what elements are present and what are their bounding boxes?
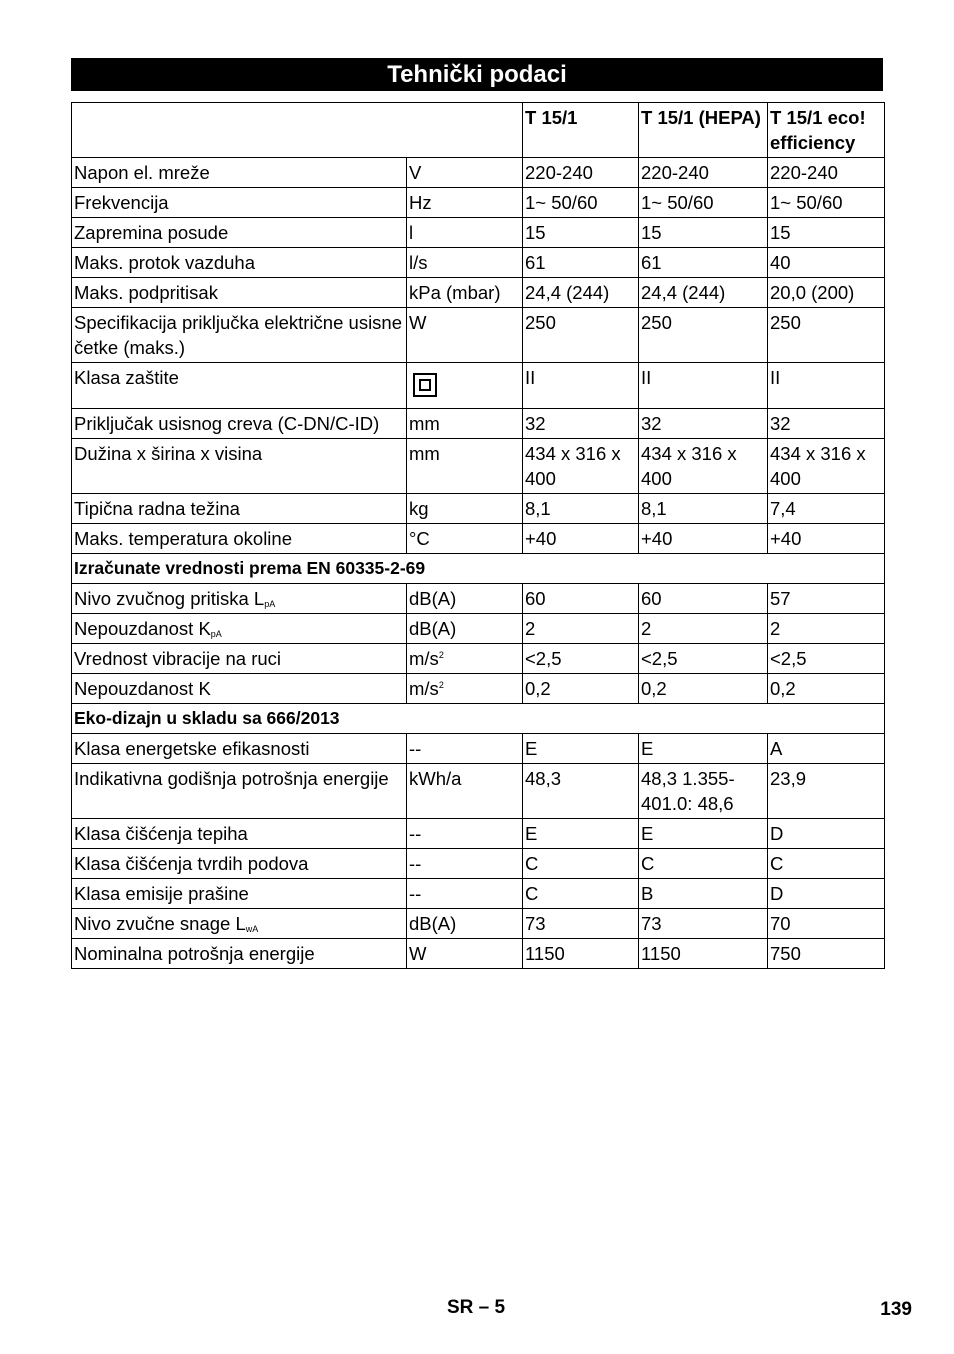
table-row: [72, 644, 885, 674]
row-value: 220-240: [768, 158, 885, 188]
table-row: [72, 819, 885, 849]
row-value: 1~ 50/60: [639, 188, 768, 218]
model-header: T 15/1 eco! efficiency: [768, 103, 885, 158]
row-unit: --: [407, 849, 523, 879]
table-row: [72, 734, 885, 764]
row-label: Frekvencija: [72, 188, 407, 218]
row-unit: kg: [407, 494, 523, 524]
row-value: 220-240: [523, 158, 639, 188]
row-value: 24,4 (244): [523, 278, 639, 308]
table-row: [72, 879, 885, 909]
row-label: Nepouzdanost $K_{pA}$: [72, 614, 407, 644]
row-label: Nivo zvučne snage $L_{wA}$: [72, 909, 407, 939]
row-unit: $m/s^2$: [407, 674, 523, 704]
row-label: Tipična radna težina: [72, 494, 407, 524]
row-value: 434 x 316 x 400: [639, 439, 768, 494]
row-value: 70: [768, 909, 885, 939]
row-value: <2,5: [639, 644, 768, 674]
row-value: +40: [639, 524, 768, 554]
row-value: 750: [768, 939, 885, 969]
row-value: 24,4 (244): [639, 278, 768, 308]
row-label: Dužina x širina x visina: [72, 439, 407, 494]
row-value: 8,1: [523, 494, 639, 524]
table-row: [72, 218, 885, 248]
row-value: C: [523, 849, 639, 879]
table-row: [72, 614, 885, 644]
table-row: [72, 584, 885, 614]
row-label: Nepouzdanost K: [72, 674, 407, 704]
page-title: Tehnički podaci: [71, 58, 883, 91]
row-label: Klasa zaštite: [72, 363, 407, 409]
row-value: 1150: [523, 939, 639, 969]
section-heading-row: [72, 554, 885, 584]
row-label: Klasa emisije prašine: [72, 879, 407, 909]
row-value: C: [523, 879, 639, 909]
row-unit: W: [407, 308, 523, 363]
row-unit: V: [407, 158, 523, 188]
protection-class-ii-icon: [413, 373, 437, 397]
table-row: [72, 248, 885, 278]
row-unit: kPa (mbar): [407, 278, 523, 308]
row-value: 61: [639, 248, 768, 278]
row-value: 15: [768, 218, 885, 248]
row-unit: $m/s^2$: [407, 644, 523, 674]
table-row: [72, 363, 885, 409]
row-value: 32: [768, 409, 885, 439]
row-label: Specifikacija priključka električne usisne četke (maks.): [72, 308, 407, 363]
row-value: <2,5: [523, 644, 639, 674]
row-value: A: [768, 734, 885, 764]
row-value: 250: [639, 308, 768, 363]
row-label: Zapremina posude: [72, 218, 407, 248]
row-value: 32: [523, 409, 639, 439]
row-value: 40: [768, 248, 885, 278]
page-number: 139: [880, 1299, 912, 1320]
row-value: 2: [523, 614, 639, 644]
table-row: [72, 849, 885, 879]
row-unit: mm: [407, 409, 523, 439]
row-value: 7,4: [768, 494, 885, 524]
table-row: [72, 439, 885, 494]
row-unit: W: [407, 939, 523, 969]
row-value: 15: [523, 218, 639, 248]
row-unit: dB(A): [407, 909, 523, 939]
row-value: 48,3 1.355-401.0: 48,6: [639, 764, 768, 819]
row-value: 0,2: [523, 674, 639, 704]
row-unit: kWh/a: [407, 764, 523, 819]
row-value: 2: [768, 614, 885, 644]
row-unit: --: [407, 879, 523, 909]
table-row: [72, 409, 885, 439]
table-row: [72, 308, 885, 363]
row-value: 434 x 316 x 400: [523, 439, 639, 494]
row-value: 61: [523, 248, 639, 278]
row-unit: l/s: [407, 248, 523, 278]
row-label: Priključak usisnog creva (C-DN/C-ID): [72, 409, 407, 439]
row-unit: mm: [407, 439, 523, 494]
row-value: II: [768, 363, 885, 409]
row-value: 57: [768, 584, 885, 614]
row-value: 250: [523, 308, 639, 363]
row-value: C: [639, 849, 768, 879]
table-row: [72, 939, 885, 969]
section-heading: Eko-dizajn u skladu sa 666/2013: [72, 704, 885, 734]
row-value: 2: [639, 614, 768, 644]
table-row: [72, 909, 885, 939]
row-value: II: [639, 363, 768, 409]
row-value: 60: [523, 584, 639, 614]
row-value: 48,3: [523, 764, 639, 819]
row-value: 32: [639, 409, 768, 439]
row-value: C: [768, 849, 885, 879]
row-unit: --: [407, 734, 523, 764]
row-value: 0,2: [639, 674, 768, 704]
row-unit: [407, 363, 523, 409]
row-unit: Hz: [407, 188, 523, 218]
row-value: 1~ 50/60: [768, 188, 885, 218]
row-value: E: [523, 819, 639, 849]
section-code: SR – 5: [447, 1297, 506, 1318]
row-value: +40: [523, 524, 639, 554]
row-unit: l: [407, 218, 523, 248]
model-header: T 15/1: [523, 103, 639, 158]
row-value: 0,2: [768, 674, 885, 704]
row-value: 60: [639, 584, 768, 614]
table-row: [72, 674, 885, 704]
row-value: 434 x 316 x 400: [768, 439, 885, 494]
row-value: 23,9: [768, 764, 885, 819]
row-value: D: [768, 879, 885, 909]
table-row: [72, 524, 885, 554]
technical-data-table: [71, 102, 885, 969]
row-label: Maks. protok vazduha: [72, 248, 407, 278]
header-empty-cell: [72, 103, 523, 158]
row-value: 15: [639, 218, 768, 248]
model-header: T 15/1 (HEPA): [639, 103, 768, 158]
row-value: <2,5: [768, 644, 885, 674]
row-label: Napon el. mreže: [72, 158, 407, 188]
table-row: [72, 158, 885, 188]
row-value: D: [768, 819, 885, 849]
row-value: E: [639, 819, 768, 849]
row-value: E: [639, 734, 768, 764]
table-row: [72, 188, 885, 218]
row-unit: °C: [407, 524, 523, 554]
row-value: 250: [768, 308, 885, 363]
row-unit: --: [407, 819, 523, 849]
table-row: [72, 278, 885, 308]
row-value: +40: [768, 524, 885, 554]
row-label: Maks. podpritisak: [72, 278, 407, 308]
row-label: Klasa čišćenja tepiha: [72, 819, 407, 849]
row-value: 20,0 (200): [768, 278, 885, 308]
row-label: Klasa energetske efikasnosti: [72, 734, 407, 764]
row-value: II: [523, 363, 639, 409]
table-row: [72, 764, 885, 819]
row-label: Nivo zvučnog pritiska $L_{pA}$: [72, 584, 407, 614]
section-heading-row: [72, 704, 885, 734]
section-heading: Izračunate vrednosti prema EN 60335-2-69: [72, 554, 885, 584]
row-label: Indikativna godišnja potrošnja energije: [72, 764, 407, 819]
row-label: Vrednost vibracije na ruci: [72, 644, 407, 674]
row-unit: dB(A): [407, 614, 523, 644]
row-value: 220-240: [639, 158, 768, 188]
row-value: 1150: [639, 939, 768, 969]
row-unit: dB(A): [407, 584, 523, 614]
table-row: [72, 494, 885, 524]
row-label: Maks. temperatura okoline: [72, 524, 407, 554]
row-value: B: [639, 879, 768, 909]
row-label: Klasa čišćenja tvrdih podova: [72, 849, 407, 879]
row-value: 1~ 50/60: [523, 188, 639, 218]
row-value: E: [523, 734, 639, 764]
row-label: Nominalna potrošnja energije: [72, 939, 407, 969]
row-value: 73: [639, 909, 768, 939]
table-header-row: [72, 103, 885, 158]
row-value: 73: [523, 909, 639, 939]
row-value: 8,1: [639, 494, 768, 524]
